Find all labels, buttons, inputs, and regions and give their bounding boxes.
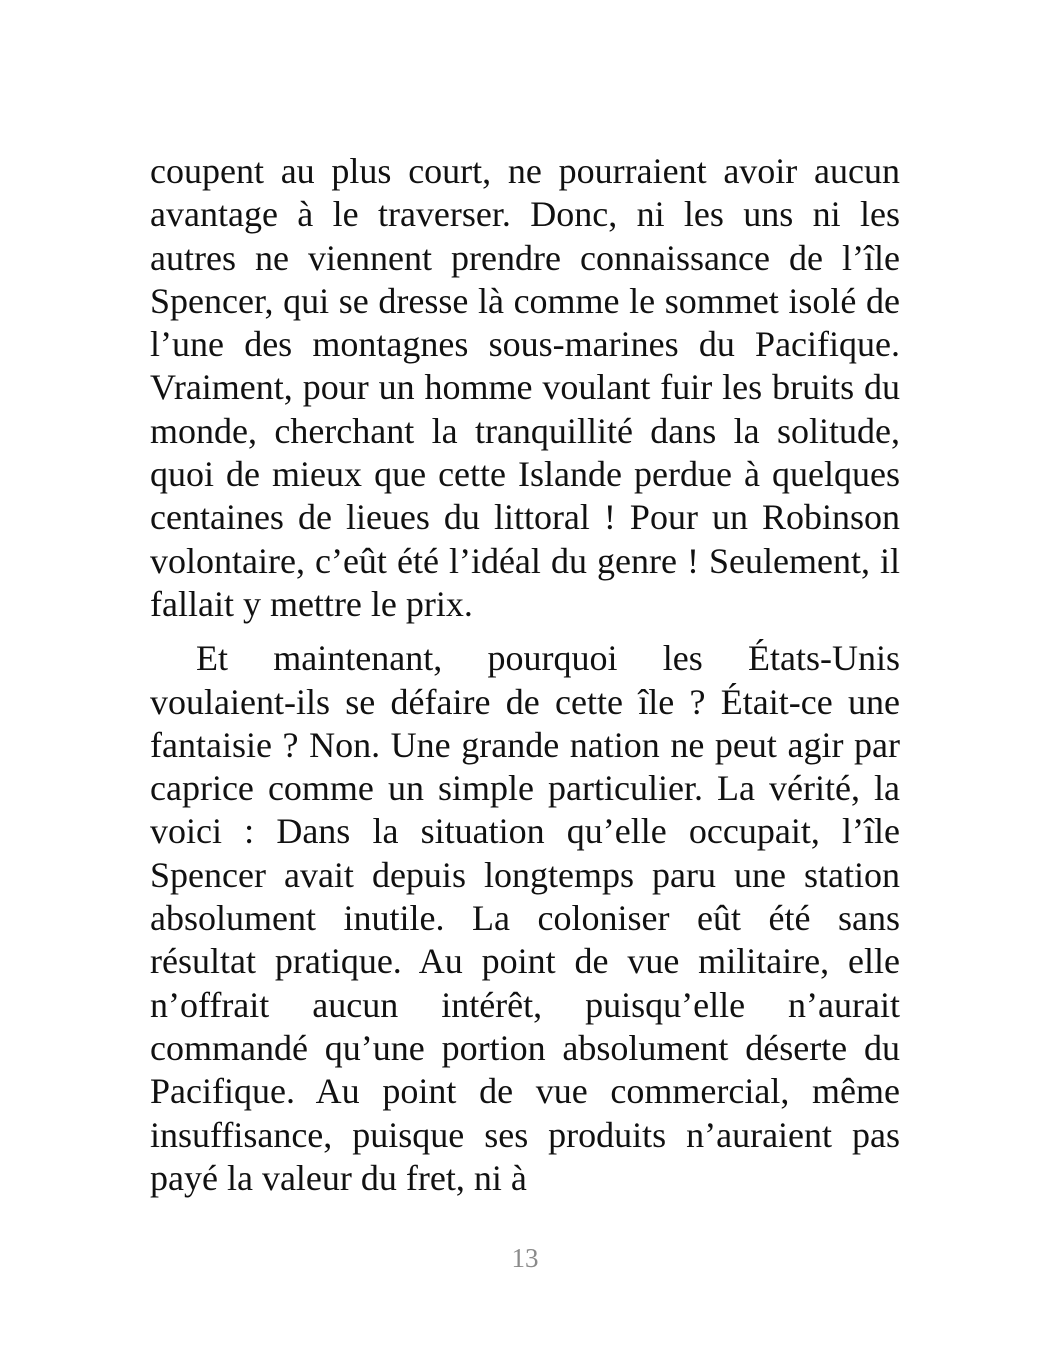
paragraph-2: Et maintenant, pourquoi les États-Unis voulaient-ils se défaire de cette île ? Était-ce une fantaisie ? Non. Une grande nation ne peut agir par caprice comme un simple particulier. La vérité, la voici : Dans la situation qu’elle occupait, l’île Spencer avait depuis longtemps paru une station absolument inutile. La coloniser eût été sans résultat pratique. Au point de vue militaire, elle n’offrait aucun intérêt, puisqu’elle n’aurait commandé qu’une portion absolument déserte du Pacifique. Au point de vue commercial, même insuffisance, puisque ses produits n’auraient pas payé la valeur du fret, ni à bbox=[150, 638, 900, 1198]
paragraph-1: coupent au plus court, ne pourraient avoir aucun avantage à le traverser. Donc, ni les uns ni les autres ne viennent prendre connaissance de l’île Spencer, qui se dresse là comme le sommet isolé de l’une des montagnes sous-marines du Pacifique. Vraiment, pour un homme voulant fuir les bruits du monde, cherchant la tranquillité dans la solitude, quoi de mieux que cette Islande perdue à quelques centaines de lieues du littoral ! Pour un Robinson volontaire, c’eût été l’idéal du genre ! Seulement, il fallait y mettre le prix. bbox=[150, 151, 900, 624]
page-number: 13 bbox=[511, 1243, 539, 1273]
body-text bbox=[150, 150, 900, 1200]
